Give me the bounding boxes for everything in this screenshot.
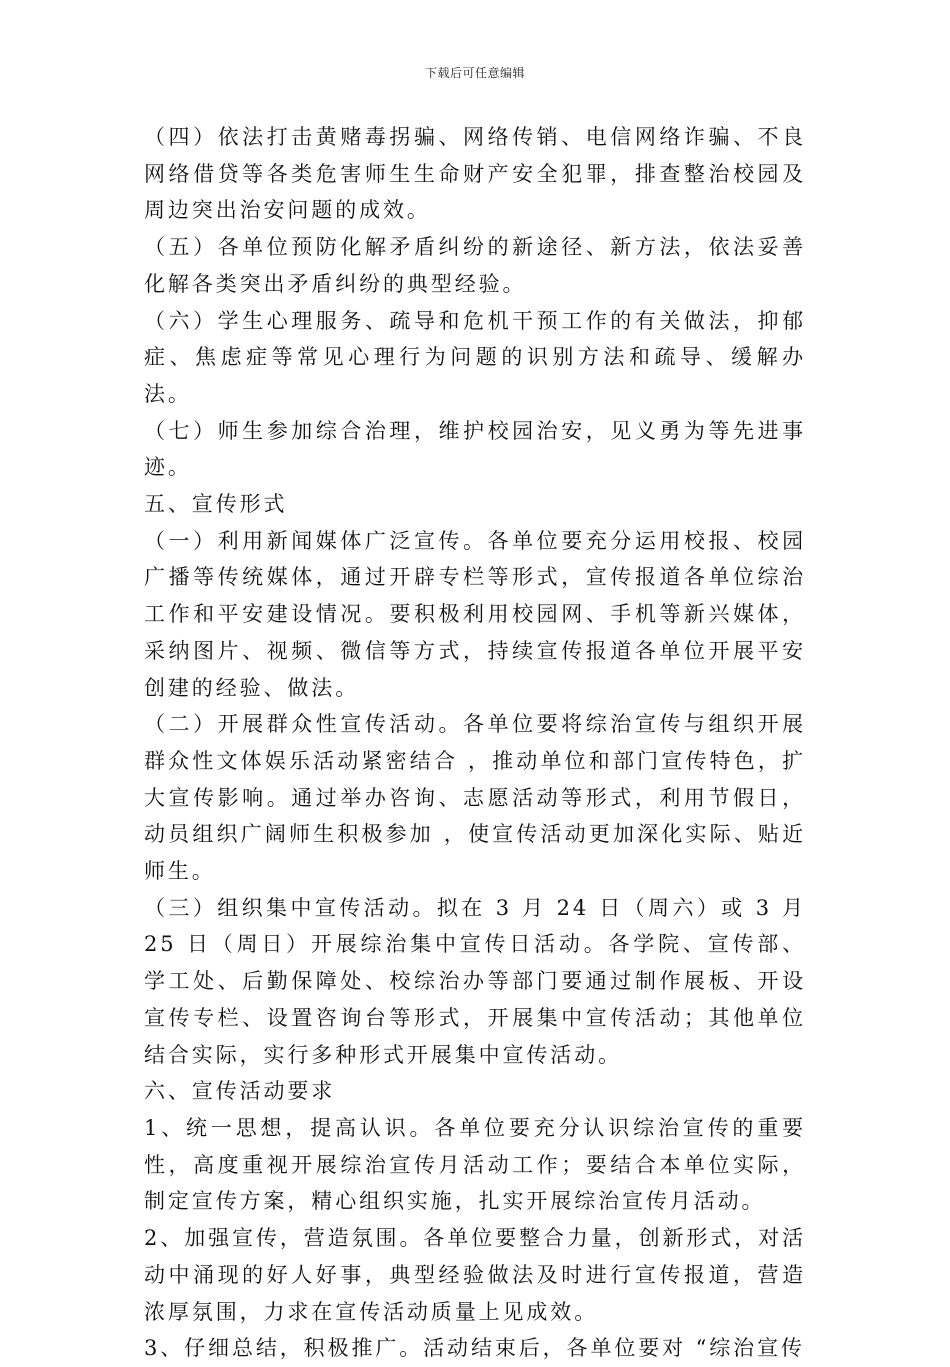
paragraph-item-6: （六）学生心理服务、疏导和危机干预工作的有关做法，抑郁症、焦虑症等常见心理行为问题的识别方法和疏导、缓解办法。 xyxy=(144,308,806,406)
paragraph-form-2: （二）开展群众性宣传活动。各单位要将综治宣传与组织开展群众性文体娱乐活动紧密结合 ，推动单位和部门宣传特色，扩大宣传影响。通过举办咨询、志愿活动等形式，利用节假日，动员组织广阔师生积极参加 ，使宣传活动更加深化实际、贴近师生。 xyxy=(144,712,806,884)
paragraph-form-3: （三）组织集中宣传活动。拟在 3 月 24 日（周六）或 3 月 25 日（周日）开展综治集中宣传日活动。各学院、宣传部、学工处、后勤保障处、校综治办等部门要通过制作展板、开设宣传专栏、设置咨询台等形式，开展集中宣传活动；其他单位结合实际，实行多种形式开展集中宣传活动。 xyxy=(144,895,806,1067)
paragraph-item-7: （七）师生参加综合治理，维护校园治安，见义勇为等先进事迹。 xyxy=(144,418,806,480)
section-heading-6: 六、宣传活动要求 xyxy=(144,1079,336,1104)
paragraph-requirement-3: 3、仔细总结，积极推广。活动结束后，各单位要对 “综治宣传 xyxy=(144,1336,805,1361)
paragraph-requirement-2: 2、加强宣传，营造氛围。各单位要整合力量，创新形式，对活动中涌现的好人好事，典型经验做法及时进行宣传报道，营造浓厚氛围，力求在宣传活动质量上见成效。 xyxy=(144,1226,806,1324)
page-header: 下载后可任意编辑 xyxy=(424,66,525,80)
section-heading-5: 五、宣传形式 xyxy=(144,492,288,517)
paragraph-item-5: （五）各单位预防化解矛盾纠纷的新途径、新方法，依法妥善化解各类突出矛盾纠纷的典型经验。 xyxy=(144,235,806,296)
document-body xyxy=(144,119,806,1367)
paragraph-requirement-1: 1、统一思想，提高认识。各单位要充分认识综治宣传的重要性，高度重视开展综治宣传月活动工作；要结合本单位实际，制定宣传方案，精心组织实施，扎实开展综治宣传月活动。 xyxy=(144,1115,806,1214)
paragraph-form-1: （一）利用新闻媒体广泛宣传。各单位要充分运用校报、校园广播等传统媒体，通过开辟专栏等形式，宣传报道各单位综治工作和平安建设情况。要积极利用校园网、手机等新兴媒体，采纳图片、视频、微信等方式，持续宣传报道各单位开展平安创建的经验、做法。 xyxy=(144,528,806,700)
paragraph-item-4: （四）依法打击黄赌毒拐骗、网络传销、电信网络诈骗、不良网络借贷等各类危害师生生命财产安全犯罪，排查整治校园及周边突出治安问题的成效。 xyxy=(144,125,806,223)
